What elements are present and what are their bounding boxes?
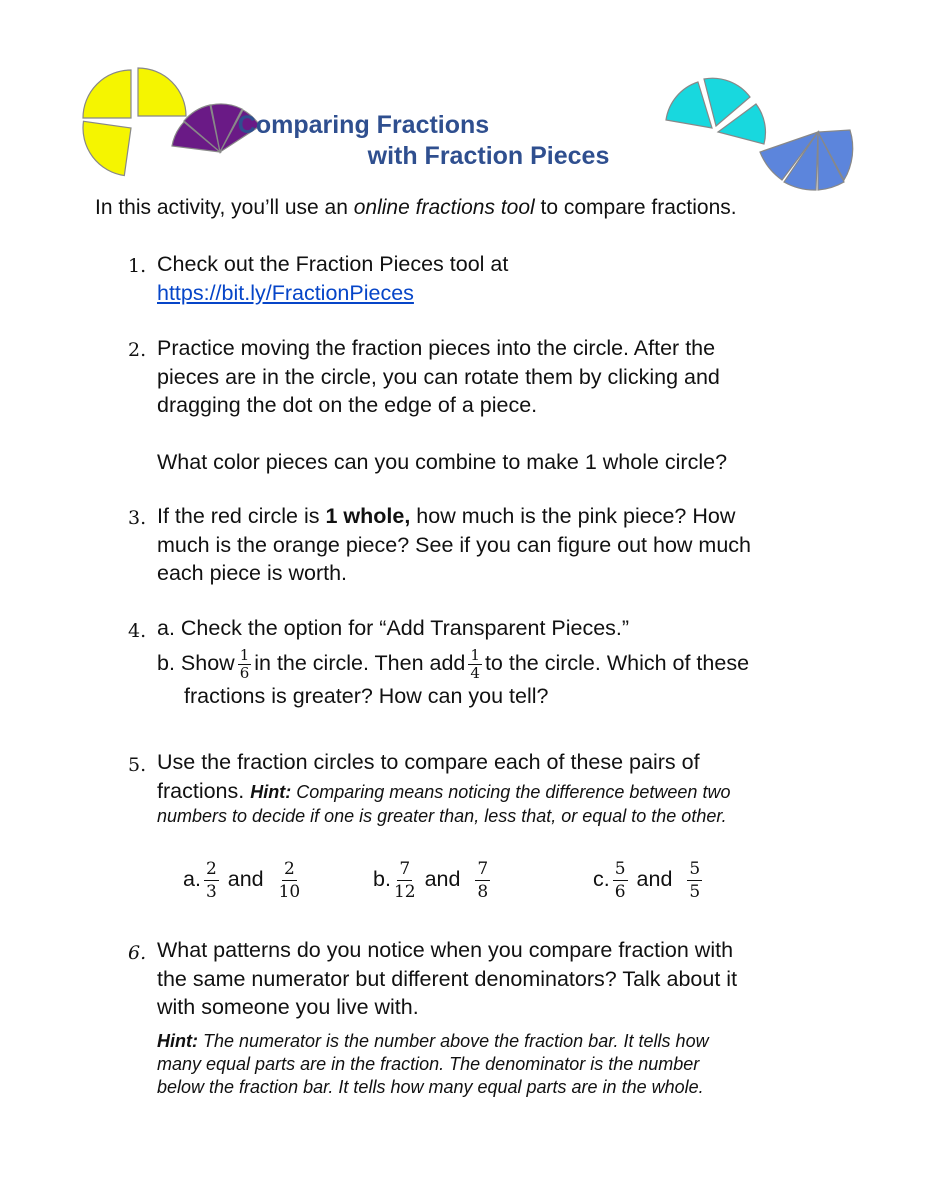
- item-3-text: If the red circle is 1 whole, how much is the pink piece? How much is the orange piece? See if you can figure out how much each piece is worth.: [157, 504, 751, 585]
- fraction-pair-a: a. $\frac{2}{3}$ and $\frac{2}{10}$: [183, 859, 301, 902]
- item-2-text: Practice moving the fraction pieces into the circle. After the pieces are in the circle, you can rotate them by clicking and dragging the dot on the edge of a piece. What color pieces can you combine to make 1 whole circle?: [157, 336, 728, 474]
- item-4-number: 4.: [128, 620, 147, 642]
- item-1-text: Check out the Fraction Pieces tool at https://bit.ly/FractionPieces: [157, 250, 508, 307]
- fraction-one-sixth: $\frac{1}{6}$: [239, 645, 250, 682]
- fraction-pieces-link[interactable]: https://bit.ly/FractionPieces: [157, 280, 414, 305]
- yellow-quarter-piece: [138, 68, 186, 116]
- item-1-number: 1.: [128, 255, 147, 277]
- item-2-number: 2.: [128, 339, 147, 361]
- item-5-text: Use the fraction circles to compare each of these pairs of fractions. Hint: Comparing means noticing the difference between two numbers to decide if one is greater than, less that, or equal to the other.: [157, 750, 731, 826]
- page-title-line2: with Fraction Pieces: [367, 142, 610, 170]
- intro-text: In this activity, you’ll use an online fractions tool to compare fractions.: [95, 196, 737, 219]
- item-6-number: 6.: [128, 942, 147, 964]
- page-title-line1: Comparing Fractions: [237, 111, 490, 139]
- item-6-text: What patterns do you notice when you compare fraction with the same numerator but different denominators? Talk about it with someone you live with. Hint: The numerator is the number above the fraction bar. It tells how many equal parts are in the fraction. The denominator is the number below the fraction bar. It tells how many equal parts are in the whole.: [157, 938, 738, 1097]
- fraction-pair-c: c. $\frac{5}{6}$ and $\frac{5}{5}$: [593, 859, 701, 902]
- fraction-pair-b: b. $\frac{7}{12}$ and $\frac{7}{8}$: [373, 859, 489, 902]
- item-3-number: 3.: [128, 507, 147, 529]
- fraction-one-fourth: $\frac{1}{4}$: [470, 645, 480, 682]
- item-4-text: a. Check the option for “Add Transparent Pieces.” b. Show $\frac{1}{6}$ in the circle. Then add $\frac{1}{4}$ to the circle. Which of these fractions is greater? How can you tell?: [157, 616, 750, 708]
- item-5-number: 5.: [128, 754, 147, 776]
